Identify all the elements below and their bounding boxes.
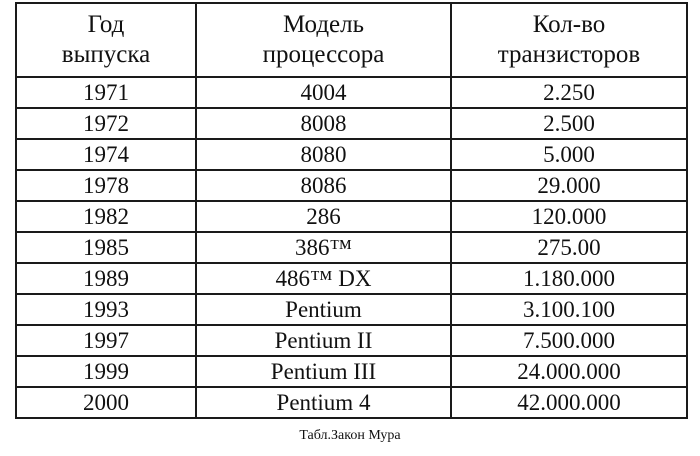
transistors-cell: 42.000.000 [451,387,687,418]
year-cell: 1971 [16,77,196,108]
year-cell: 1972 [16,108,196,139]
header-transistors-line2: транзисторов [497,41,641,68]
transistors-cell: 275.00 [451,232,687,263]
table-row [16,170,687,201]
header-transistors-line1: Кол-во [532,11,606,38]
table-row [16,294,687,325]
year-cell: 1982 [16,201,196,232]
year-cell: 1974 [16,139,196,170]
header-year [16,3,196,77]
moore-law-table [15,2,688,419]
transistors-cell: 1.180.000 [451,263,687,294]
model-cell: Pentium 4 [196,387,451,418]
header-model-line2: процессора [262,41,385,68]
table-row [16,356,687,387]
table-row [16,77,687,108]
header-model [196,3,451,77]
transistors-cell: 2.250 [451,77,687,108]
model-cell: 286 [196,201,451,232]
transistors-cell: 5.000 [451,139,687,170]
header-row [16,3,687,77]
moore-law-table-container [15,2,686,419]
table-caption: Табл.Закон Мура [299,428,401,443]
model-cell: 4004 [196,77,451,108]
header-model-line1: Модель [282,11,365,38]
year-cell: 1989 [16,263,196,294]
header-transistors [451,3,687,77]
transistors-cell: 24.000.000 [451,356,687,387]
year-cell: 1985 [16,232,196,263]
table-row [16,232,687,263]
table-body [16,77,687,418]
model-cell: 386™ [196,232,451,263]
header-year-line1: Год [87,11,125,38]
model-cell: 8086 [196,170,451,201]
model-cell: Pentium III [196,356,451,387]
model-cell: 8008 [196,108,451,139]
transistors-cell: 2.500 [451,108,687,139]
transistors-cell: 7.500.000 [451,325,687,356]
model-cell: 486™ DX [196,263,451,294]
model-cell: Pentium [196,294,451,325]
table-row [16,108,687,139]
table-row [16,263,687,294]
header-year-line2: выпуска [61,41,151,68]
model-cell: 8080 [196,139,451,170]
year-cell: 1997 [16,325,196,356]
year-cell: 2000 [16,387,196,418]
year-cell: 1978 [16,170,196,201]
year-cell: 1999 [16,356,196,387]
table-row [16,201,687,232]
transistors-cell: 120.000 [451,201,687,232]
table-row [16,387,687,418]
table-row [16,139,687,170]
transistors-cell: 3.100.100 [451,294,687,325]
year-cell: 1993 [16,294,196,325]
transistors-cell: 29.000 [451,170,687,201]
table-row [16,325,687,356]
model-cell: Pentium II [196,325,451,356]
